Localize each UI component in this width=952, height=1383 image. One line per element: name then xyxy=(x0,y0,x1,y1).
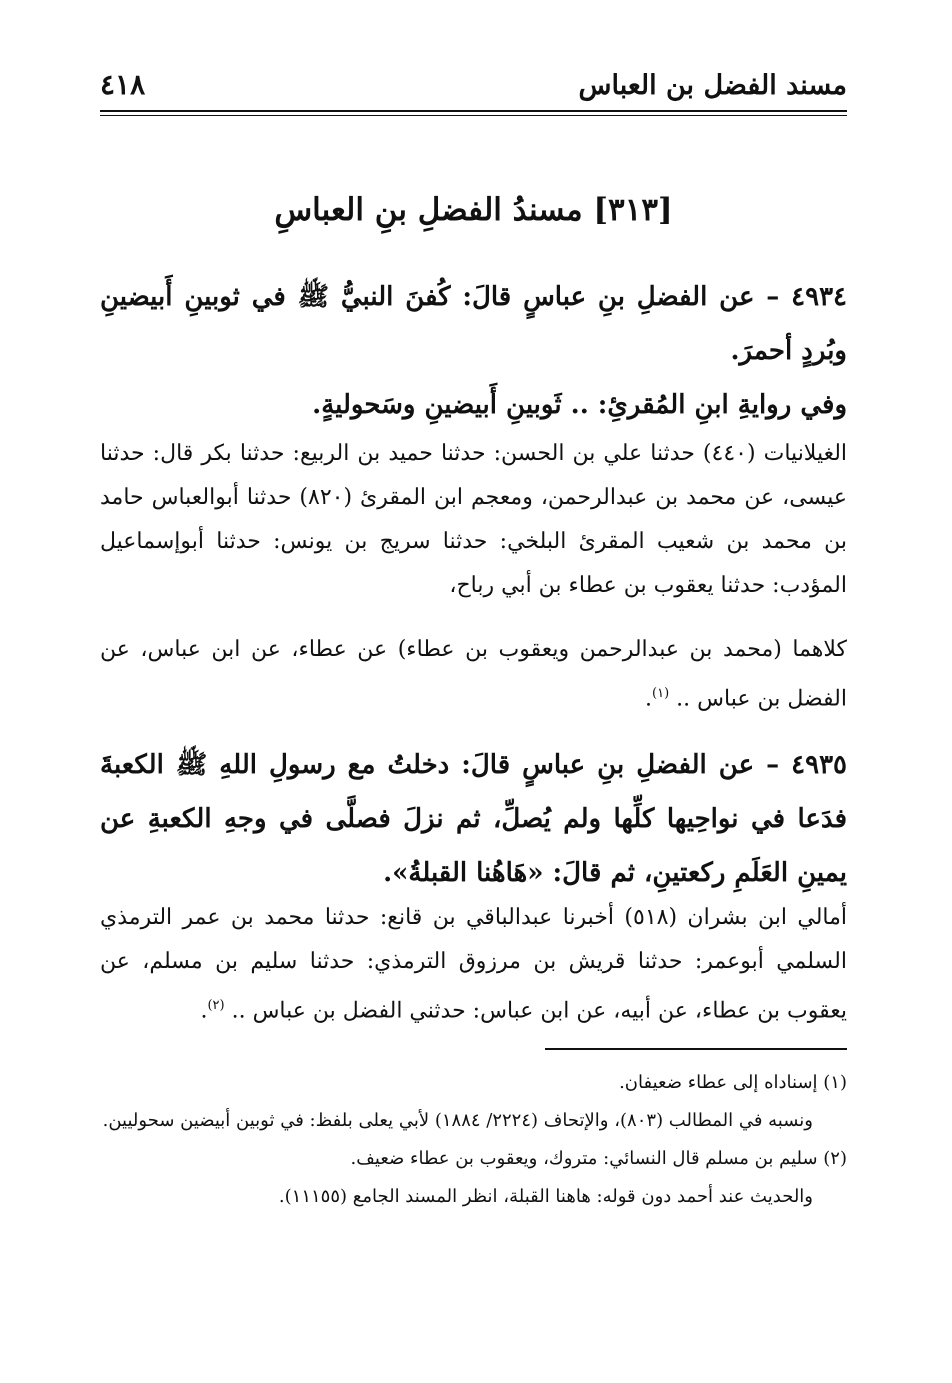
footnote-separator xyxy=(545,1048,847,1050)
footnote-ref-1[interactable]: (١) xyxy=(652,686,670,701)
page-number: ٤١٨ xyxy=(100,68,146,101)
source-4934-text: الغيلانيات (٤٤٠) حدثنا علي بن الحسن: حدثنا حميد بن الربيع: حدثنا بكر قال: حدثنا عيسى، عن محمد بن عبدالرحمن، ومعجم ابن المقرئ (٨٢٠) حدثنا أبوالعباس حامد بن محمد بن شعيب المقرئ البلخي: حدثنا سريج بن يونس: حدثنا أبوإسماعيل المؤدب: حدثنا يعقوب بن عطاء بن أبي رباح، xyxy=(100,441,848,598)
running-header xyxy=(100,66,847,110)
source-4934 xyxy=(100,432,881,608)
footnotes xyxy=(100,1064,847,1216)
footnote-1: (١) إسناداه إلى عطاء ضعيفان. xyxy=(619,1072,847,1093)
source-4935: أمالي ابن بشران (٥١٨) أخبرنا عبدالباقي بن قانع: حدثنا محمد بن عمر الترمذي السلمي أبوعمر: حدثنا قريش بن مرزوق الترمذي: حدثنا سليم بن مسلم، عن يعقوب بن عطاء، عن أبيه، عن ابن عباس: حدثني الفضل بن عباس .. $^{(٢)}$. xyxy=(100,905,848,1024)
header-title: مسند الفضل بن العباس xyxy=(578,70,847,101)
hadith-4934-variant: وفي روايةِ ابنِ المُقرئِ: .. ثَوبينِ أَبيضينِ وسَحوليةٍ. xyxy=(312,390,847,420)
source-4935-text: أمالي ابن بشران (٥١٨) أخبرنا عبدالباقي بن قانع: حدثنا محمد بن عمر الترمذي السلمي أبوعمر: حدثنا قريش بن مرزوق الترمذي: حدثنا سليم بن مسلم، عن يعقوب بن عطاء، عن أبيه، عن ابن عباس: حدثني الفضل بن عباس .. xyxy=(100,905,848,1024)
footnote-1-continuation: ونسبه في المطالب (٨٠٣)، والإتحاف (٢٢٢٤/ ١٨٨٤) لأبي يعلى بلفظ: في ثوبين أبيضين سحوليين. xyxy=(102,1110,813,1131)
footnote-2: (٢) سليم بن مسلم قال النسائي: متروك، ويعقوب بن عطاء ضعيف. xyxy=(350,1148,847,1169)
source-4934-continuation-text: كلاهما (محمد بن عبدالرحمن ويعقوب بن عطاء) عن عطاء، عن ابن عباس، عن الفضل بن عباس .. xyxy=(100,637,847,712)
hadith-4935-text: ٤٩٣٥ – عن الفضلِ بنِ عباسٍ قالَ: دخلتُ مع رسولِ اللهِ ﷺ الكعبةَ فدَعا في نواحِيها كلِّها ولم يُصلِّ، ثم نزلَ فصلَّى في وجهِ الكعبةِ عن يمينِ العَلَمِ ركعتينِ، ثم قالَ: «هَاهُنا القبلةُ». xyxy=(100,750,847,888)
footnote-ref-2[interactable]: (٢) xyxy=(207,998,225,1013)
header-rule-thin xyxy=(100,115,847,116)
hadith-4934-text: ٤٩٣٤ – عن الفضلِ بنِ عباسٍ قالَ: كُفنَ النبيُّ ﷺ في ثوبينِ أَبيضينِ وبُردٍ أحمرَ. xyxy=(100,282,847,366)
source-4934-continuation: كلاهما (محمد بن عبدالرحمن ويعقوب بن عطاء) عن عطاء، عن ابن عباس، عن الفضل بن عباس .. $^{(١)}$. xyxy=(100,637,847,712)
footnote-2-continuation: والحديث عند أحمد دون قوله: هاهنا القبلة، انظر المسند الجامع (١١١٥٥). xyxy=(278,1186,813,1207)
header-rule xyxy=(100,110,847,112)
section-title: [٣١٣] مسندُ الفضلِ بنِ العباسِ xyxy=(274,192,673,228)
